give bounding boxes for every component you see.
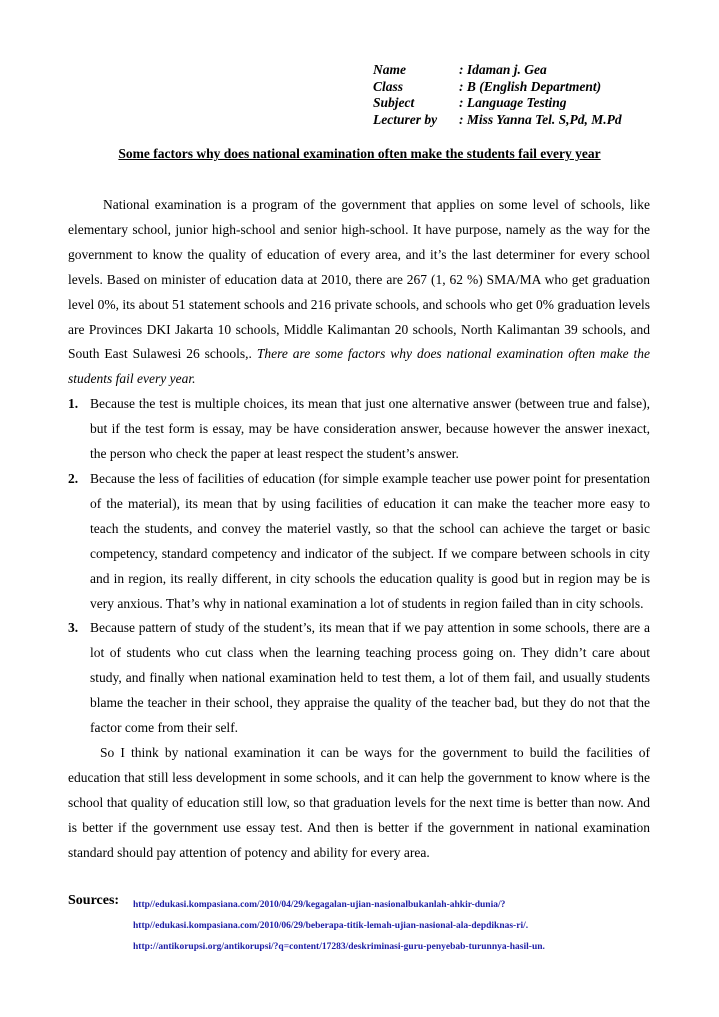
header-row-class bbox=[373, 79, 622, 96]
intro-paragraph bbox=[68, 193, 650, 392]
source-link[interactable]: http//edukasi.kompasiana.com/2010/06/29/beberapa-titik-lemah-ujian-nasional-ala-depdiknas-ri/. bbox=[133, 921, 529, 931]
list-number: 2. bbox=[68, 470, 79, 486]
list-item bbox=[68, 467, 650, 616]
class-value: : B (English Department) bbox=[459, 78, 602, 94]
list-text: Because pattern of study of the student’s, its mean that if we pay attention in some schools, there are a lot of students who cut class when the learning teaching process going on. They didn’t care about study, and finally when national examination held to test them, a lot of them fail, and usually students blame the teacher in their school, they appraise the quality of the teacher bad, but they do not that the factor come from their self. bbox=[90, 620, 650, 736]
document-title: Some factors why does national examination often make the students fail every year bbox=[118, 146, 601, 161]
lecturer-value: : Miss Yanna Tel. S,Pd, M.Pd bbox=[459, 111, 622, 127]
subject-label: Subject bbox=[373, 95, 415, 110]
list-text: Because the test is multiple choices, its mean that just one alternative answer (between true and false), but if the test form is essay, may be have consideration answer, because however the answer inexact, the person who check the paper at least respect the student’s answer. bbox=[90, 396, 650, 462]
document-body bbox=[68, 193, 650, 865]
lecturer-label: Lecturer by bbox=[373, 111, 438, 127]
list-number: 1. bbox=[68, 396, 79, 412]
student-info-header bbox=[373, 62, 622, 128]
list-number: 3. bbox=[68, 620, 79, 636]
list-item bbox=[68, 616, 650, 741]
list-item bbox=[68, 392, 650, 467]
class-label: Class bbox=[373, 78, 404, 94]
header-row-lecturer bbox=[373, 112, 622, 129]
intro-italic-text: There are some factors why does national examination often make the students fail every year. bbox=[68, 346, 651, 387]
intro-text: National examination is a program of the government that applies on some level of schools, like elementary school, junior high-school and senior high-school. It have purpose, namely as the way for the government to know the quality of education of every area, and it’s the last determiner for every school levels. Based on minister of education data at 2010, there are 267 (1, 62 %) SMA/MA who get graduation level 0%, its about 51 statement schools and 216 private schools, and schools who get 0% graduation levels are Provinces DKI Jakarta 10 schools, Middle Kalimantan 20 schools, North Kalimantan 39 schools, and South East Sulawesi 26 schools,. bbox=[68, 197, 650, 362]
list-text: Because the less of facilities of education (for simple example teacher use power point for presentation of the material), its mean that by using facilities of education it can make the teacher more easy to teach the students, and convey the materiel vastly, so that the school can achieve the target or basic competency, standard competency and indicator of the subject. If we compare between schools in city and in region, its really different, in city schools the education quality is good but in region may be is very anxious. That’s why in national examination a lot of students in region failed than in city schools. bbox=[90, 470, 650, 611]
source-link[interactable]: http//edukasi.kompasiana.com/2010/04/29/kegagalan-ujian-nasionalbukanlah-ahkir-dunia/? bbox=[133, 900, 506, 910]
header-row-name bbox=[373, 62, 622, 79]
closing-paragraph: So I think by national examination it can be ways for the government to build the facilities of education that still less development in some schools, and it can help the government to know where is the school that quality of education still low, so that graduation levels for the next time is better than now. And is better if the government use essay test. And then is better if the government in national examination standard should pay attention of potency and ability for every area. bbox=[68, 744, 650, 860]
subject-value: : Language Testing bbox=[459, 95, 567, 110]
source-link[interactable]: http://antikorupsi.org/antikorupsi/?q=content/17283/deskriminasi-guru-penyebab-turunnya-hasil-un. bbox=[133, 942, 545, 952]
name-label: Name bbox=[373, 62, 406, 77]
name-value: : Idaman j. Gea bbox=[459, 62, 547, 77]
header-row-subject bbox=[373, 95, 622, 112]
sources-label: Sources: bbox=[68, 893, 120, 908]
